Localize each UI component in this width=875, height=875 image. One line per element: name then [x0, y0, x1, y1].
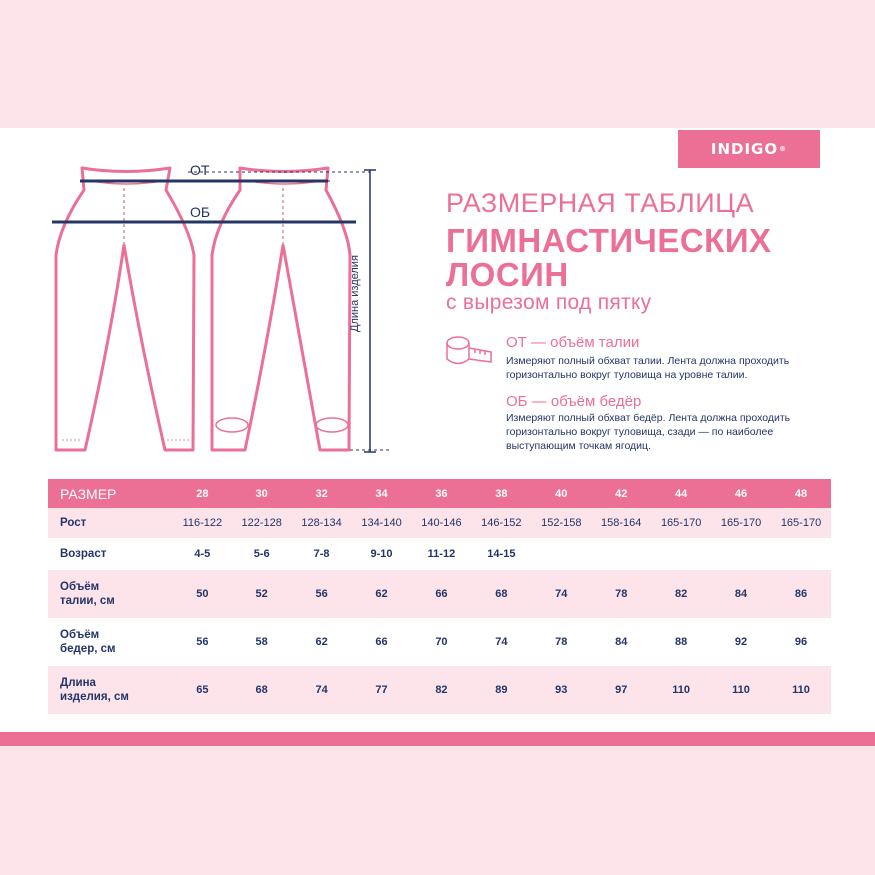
row-label-line: Объём — [60, 581, 100, 593]
row-label-length — [48, 666, 173, 714]
table-cell: 9-10 — [370, 548, 393, 560]
table-cell — [711, 538, 771, 570]
table-cell: 97 — [615, 684, 628, 696]
size-header-label: РАЗМЕР — [60, 485, 117, 502]
table-cell: 165-170 — [660, 517, 702, 529]
table-cell: 110 — [732, 684, 750, 696]
size-header-row — [48, 479, 831, 508]
title-line-1: РАЗМЕРНАЯ ТАБЛИЦА — [446, 188, 755, 218]
table-cell: 134-140 — [361, 517, 402, 529]
measuring-tape-icon — [444, 334, 494, 374]
table-cell: 165-170 — [720, 517, 762, 529]
table-cell: 78 — [615, 588, 628, 600]
size-cell: 40 — [555, 487, 568, 500]
bottom-band — [0, 746, 875, 875]
table-cell: 58 — [255, 636, 268, 648]
table-cell: 74 — [315, 684, 328, 696]
table-row — [48, 508, 831, 538]
leggings-front-icon — [56, 168, 194, 450]
title-line-4: с вырезом под пятку — [446, 291, 652, 314]
table-cell: 86 — [794, 588, 808, 600]
length-label: Длина изделия — [349, 255, 361, 332]
table-cell: 5-6 — [253, 548, 270, 560]
brand-logo — [678, 130, 820, 168]
table-cell: 84 — [734, 588, 748, 600]
row-label-hips — [48, 618, 173, 666]
table-cell: 93 — [555, 684, 568, 696]
size-table — [48, 479, 831, 714]
size-cell: 36 — [435, 487, 448, 500]
size-cell: 34 — [375, 487, 388, 500]
hip-definition-text: Измеряют полный обхват бедёр. Лента должна проходить горизонтально вокруг туловища, сзади — по наиболее выступающим точкам ягодиц. — [506, 412, 791, 452]
bottom-stripe — [0, 732, 875, 746]
table-cell: 82 — [675, 588, 688, 600]
table-row — [48, 570, 831, 618]
table-cell: 88 — [675, 636, 688, 648]
table-cell: 70 — [435, 636, 448, 648]
table-cell: 92 — [734, 636, 748, 648]
table-cell: 110 — [792, 684, 810, 696]
table-cell: 89 — [495, 684, 508, 696]
table-cell: 11-12 — [427, 548, 456, 560]
row-label-height: Рост — [60, 517, 87, 529]
table-cell: 74 — [555, 588, 568, 600]
table-cell: 52 — [255, 588, 268, 600]
size-cell: 32 — [315, 487, 328, 500]
logo-mark: ® — [779, 145, 788, 153]
table-cell: 152-158 — [541, 517, 582, 529]
table-cell: 74 — [495, 636, 508, 648]
size-cell: 42 — [615, 487, 628, 500]
table-cell: 110 — [672, 684, 690, 696]
title-line-2: ГИМНАСТИЧЕСКИХ — [446, 222, 772, 259]
table-cell: 140-146 — [421, 517, 462, 529]
waist-mark-label: ОТ — [190, 162, 210, 178]
table-cell: 66 — [435, 588, 448, 600]
table-cell — [591, 538, 651, 570]
table-cell: 68 — [255, 684, 268, 696]
table-cell: 122-128 — [241, 517, 282, 529]
table-cell: 65 — [196, 684, 209, 696]
table-cell: 62 — [315, 636, 328, 648]
waist-definition-text: Измеряют полный обхват талии. Лента должна проходить горизонтально вокруг туловища на уровне талии. — [506, 355, 790, 381]
hip-definition-heading: ОБ — объём бедёр — [506, 393, 642, 410]
table-row — [48, 666, 831, 714]
row-label-age: Возраст — [60, 548, 107, 560]
size-cell: 48 — [794, 487, 808, 500]
table-cell: 82 — [435, 684, 448, 696]
table-cell: 14-15 — [487, 548, 516, 560]
title-line-3: ЛОСИН — [446, 256, 569, 293]
table-cell — [771, 538, 831, 570]
size-cell: 30 — [255, 487, 268, 500]
row-label-line: бедер, см — [60, 643, 116, 655]
table-cell: 116-122 — [182, 517, 223, 529]
size-cell: 46 — [734, 487, 748, 500]
hip-mark-label: ОБ — [190, 204, 211, 220]
table-cell: 146-152 — [481, 517, 522, 529]
table-cell: 68 — [495, 588, 508, 600]
table-cell: 77 — [375, 684, 388, 696]
table-row — [48, 538, 831, 570]
table-cell: 128-134 — [301, 517, 342, 529]
row-label-line: Объём — [60, 629, 100, 641]
table-cell: 158-164 — [601, 517, 642, 529]
table-cell: 84 — [615, 636, 628, 648]
table-cell: 56 — [315, 588, 328, 600]
row-label-line: изделия, см — [60, 691, 129, 703]
size-cell: 28 — [196, 487, 209, 500]
table-cell: 50 — [196, 588, 209, 600]
table-row — [48, 618, 831, 666]
table-cell: 96 — [794, 636, 808, 648]
size-cell: 44 — [675, 487, 688, 500]
table-cell: 56 — [196, 636, 209, 648]
row-label-line: Длина — [60, 677, 96, 689]
waist-definition-heading: ОТ — объём талии — [506, 334, 640, 351]
table-cell — [531, 538, 591, 570]
table-cell: 78 — [555, 636, 568, 648]
row-label-waist — [48, 570, 173, 618]
table-cell: 165-170 — [780, 517, 822, 529]
size-cell: 38 — [495, 487, 508, 500]
logo-text: INDIGO — [710, 140, 779, 158]
row-label-line: талии, см — [60, 595, 115, 607]
leggings-back-icon — [212, 168, 350, 450]
table-cell: 7-8 — [313, 548, 330, 560]
measure-lines — [52, 170, 390, 452]
table-cell: 66 — [375, 636, 388, 648]
table-cell: 4-5 — [194, 548, 211, 560]
table-cell — [651, 538, 711, 570]
table-cell: 62 — [375, 588, 388, 600]
